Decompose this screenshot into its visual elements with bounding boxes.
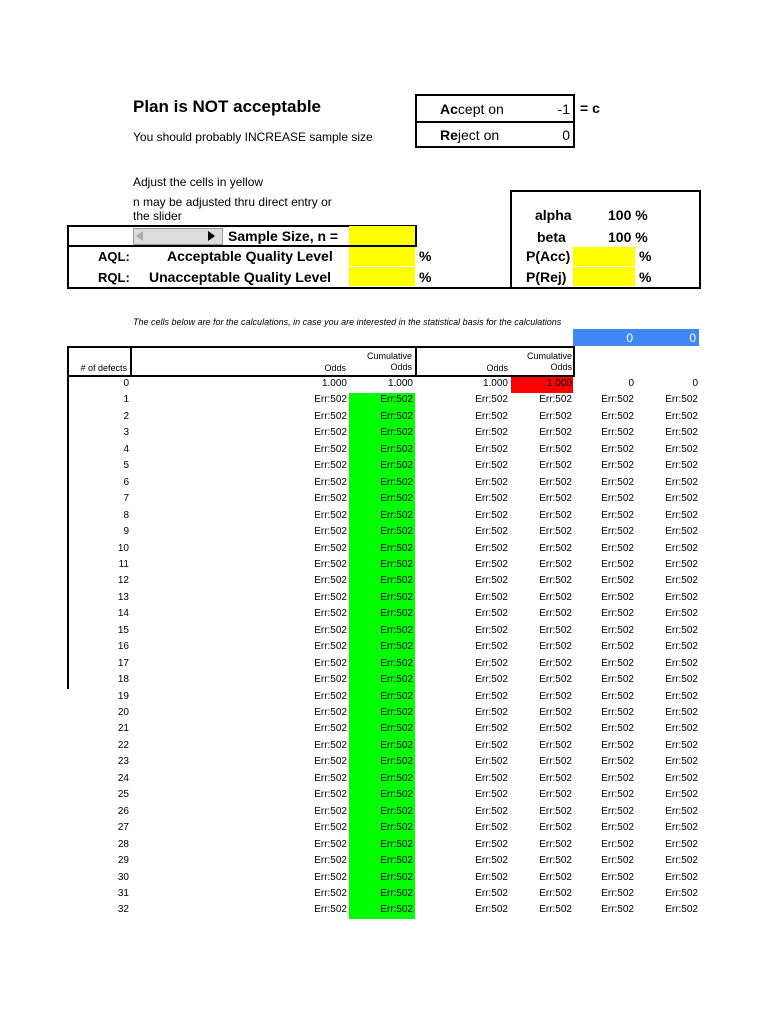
odds-cell: Err:502 [380, 410, 413, 422]
odds-cell: Err:502 [539, 526, 572, 538]
defect-count-cell: 3 [123, 427, 129, 439]
defect-count-cell: 2 [123, 410, 129, 422]
defect-count-cell: 14 [117, 608, 129, 620]
odds-cell: Err:502 [314, 641, 347, 653]
pacc-label: P(Acc) [526, 248, 571, 264]
odds-cell: Err:502 [380, 394, 413, 406]
odds-cell: Err:502 [601, 443, 634, 455]
defect-count-cell: 25 [117, 789, 129, 801]
defect-count-cell: 27 [117, 822, 129, 834]
odds-cell: Err:502 [475, 591, 508, 603]
defect-count-cell: 11 [118, 558, 129, 570]
odds-cell: Err:502 [475, 838, 508, 850]
odds-cell: Err:502 [314, 460, 347, 472]
odds-cell: 1.000 [321, 378, 347, 389]
blue-header-value-1: 0 [626, 331, 633, 345]
pacc-input[interactable] [573, 247, 635, 266]
odds-cell: Err:502 [539, 509, 572, 521]
odds-cell: Err:502 [665, 904, 698, 916]
odds-cell: Err:502 [601, 509, 634, 521]
instruction-line-1: Adjust the cells in yellow [133, 175, 264, 189]
odds-cell: Err:502 [475, 460, 508, 472]
defect-count-cell: 32 [117, 904, 129, 916]
odds-cell: Err:502 [475, 509, 508, 521]
aql-label: Acceptable Quality Level [167, 248, 333, 264]
odds-cell: Err:502 [314, 394, 347, 406]
odds-cell: Err:502 [539, 624, 572, 636]
odds-cell: Err:502 [665, 476, 698, 488]
odds-cell: Err:502 [475, 674, 508, 686]
odds-cell: Err:502 [539, 657, 572, 669]
defect-count-cell: 13 [117, 591, 129, 603]
odds-cell: Err:502 [380, 542, 413, 554]
odds-cell: Err:502 [314, 476, 347, 488]
odds-cell: Err:502 [539, 855, 572, 867]
instruction-line-3: the slider [133, 209, 182, 223]
odds-cell: Err:502 [475, 410, 508, 422]
odds-cell: Err:502 [665, 772, 698, 784]
defect-count-cell: 24 [117, 772, 129, 784]
odds-cell: Err:502 [475, 822, 508, 834]
odds-cell: Err:502 [665, 526, 698, 538]
odds-cell: 1.000 [482, 378, 508, 389]
defect-count-cell: 7 [123, 493, 129, 505]
defect-count-cell: 23 [117, 756, 129, 768]
beta-label: beta [537, 229, 566, 245]
odds-cell: Err:502 [665, 394, 698, 406]
odds-cell: Err:502 [380, 707, 413, 718]
odds-cell: Err:502 [380, 575, 413, 587]
odds-cell: Err:502 [665, 822, 698, 834]
odds-cell: Err:502 [601, 855, 634, 867]
odds-cell: Err:502 [314, 542, 347, 554]
odds-cell: Err:502 [475, 394, 508, 406]
odds-cell: Err:502 [665, 789, 698, 801]
odds-cell: Err:502 [539, 789, 572, 801]
header-odds-2: Odds [486, 363, 508, 373]
rql-input[interactable] [349, 267, 415, 286]
header-cumulative-odds-1: Cumulative Odds [366, 351, 412, 372]
odds-cell: Err:502 [665, 707, 698, 718]
defect-count-cell: 21 [117, 723, 129, 735]
odds-cell: Err:502 [601, 772, 634, 784]
defect-count-cell: 28 [117, 838, 129, 850]
odds-cell: Err:502 [601, 904, 634, 916]
odds-cell: Err:502 [475, 558, 508, 570]
odds-cell: Err:502 [314, 756, 347, 768]
odds-cell: Err:502 [601, 838, 634, 850]
odds-cell: Err:502 [380, 657, 413, 669]
odds-cell: Err:502 [539, 871, 572, 883]
odds-cell: Err:502 [380, 756, 413, 768]
odds-cell: Err:502 [380, 526, 413, 538]
accept-on-label: Accept on [440, 101, 504, 117]
odds-cell: Err:502 [665, 871, 698, 883]
odds-cell: Err:502 [314, 789, 347, 801]
odds-cell: Err:502 [601, 460, 634, 472]
reject-on-value: 0 [562, 127, 570, 143]
accept-on-value: -1 [557, 101, 570, 117]
odds-cell: Err:502 [314, 410, 347, 422]
odds-cell: Err:502 [380, 822, 413, 834]
odds-cell: Err:502 [601, 674, 634, 686]
odds-cell: Err:502 [380, 739, 413, 751]
odds-cell: Err:502 [475, 427, 508, 439]
odds-cell: Err:502 [475, 739, 508, 751]
odds-cell: Err:502 [475, 789, 508, 801]
odds-cell: Err:502 [475, 690, 508, 702]
defect-count-cell: 8 [123, 509, 129, 521]
sample-size-slider[interactable] [133, 228, 223, 245]
odds-cell: Err:502 [380, 493, 413, 505]
odds-cell: Err:502 [380, 674, 413, 686]
blue-header-value-2: 0 [689, 331, 696, 345]
odds-cell: Err:502 [665, 805, 698, 817]
defect-count-cell: 19 [117, 690, 129, 702]
header-cumulative-odds-2: Cumulative Odds [526, 351, 572, 372]
odds-cell: Err:502 [475, 887, 508, 899]
odds-cell: Err:502 [539, 427, 572, 439]
odds-cell: Err:502 [601, 690, 634, 702]
odds-cell: 1.000 [546, 378, 572, 389]
odds-cell: Err:502 [539, 674, 572, 686]
defect-count-cell: 9 [123, 526, 129, 538]
odds-cell: Err:502 [601, 822, 634, 834]
odds-cell: Err:502 [475, 723, 508, 735]
odds-cell: Err:502 [475, 641, 508, 653]
odds-cell: Err:502 [665, 558, 698, 570]
instruction-line-2: n may be adjusted thru direct entry or [133, 195, 332, 209]
odds-cell: Err:502 [665, 739, 698, 751]
odds-cell: Err:502 [601, 476, 634, 488]
odds-cell: Err:502 [380, 855, 413, 867]
odds-cell: Err:502 [539, 772, 572, 784]
aql-input[interactable] [349, 247, 415, 266]
odds-cell: Err:502 [475, 805, 508, 817]
odds-cell: Err:502 [665, 509, 698, 521]
odds-cell: Err:502 [314, 427, 347, 439]
odds-cell: Err:502 [475, 575, 508, 587]
odds-cell: Err:502 [380, 904, 413, 916]
odds-cell: Err:502 [380, 624, 413, 636]
odds-cell: Err:502 [314, 509, 347, 521]
odds-cell: Err:502 [314, 887, 347, 899]
defect-count-cell: 0 [123, 378, 129, 389]
alpha-label: alpha [535, 207, 572, 223]
odds-cell: Err:502 [539, 575, 572, 587]
odds-cell: Err:502 [601, 707, 634, 718]
defect-count-cell: 18 [117, 674, 129, 686]
odds-cell: Err:502 [380, 871, 413, 883]
odds-cell: Err:502 [314, 608, 347, 620]
odds-cell: Err:502 [539, 476, 572, 488]
odds-cell: Err:502 [539, 756, 572, 768]
reject-on-label: Reject on [440, 127, 500, 143]
odds-cell: Err:502 [665, 493, 698, 505]
odds-cell: Err:502 [601, 871, 634, 883]
odds-cell: 0 [628, 378, 634, 389]
odds-cell: Err:502 [665, 542, 698, 554]
odds-cell: Err:502 [314, 707, 347, 718]
odds-cell: Err:502 [539, 443, 572, 455]
odds-cell: Err:502 [601, 789, 634, 801]
defect-count-cell: 4 [123, 443, 129, 455]
odds-cell: Err:502 [314, 871, 347, 883]
odds-cell: Err:502 [380, 591, 413, 603]
prej-label: P(Rej) [526, 269, 567, 285]
odds-cell: Err:502 [475, 657, 508, 669]
odds-cell: Err:502 [539, 690, 572, 702]
odds-cell: Err:502 [380, 690, 413, 702]
aql-abbr: AQL: [98, 249, 130, 264]
odds-cell: Err:502 [539, 608, 572, 620]
odds-cell: Err:502 [601, 657, 634, 669]
odds-cell: Err:502 [665, 443, 698, 455]
odds-cell: Err:502 [601, 526, 634, 538]
odds-cell: Err:502 [665, 690, 698, 702]
odds-cell: Err:502 [539, 739, 572, 751]
odds-cell: Err:502 [539, 723, 572, 735]
header-defects: # of defects [80, 363, 127, 373]
odds-cell: Err:502 [475, 476, 508, 488]
defect-count-cell: 17 [117, 657, 129, 669]
odds-cell: Err:502 [539, 641, 572, 653]
odds-cell: Err:502 [380, 443, 413, 455]
odds-cell: Err:502 [601, 575, 634, 587]
odds-cell: Err:502 [539, 904, 572, 916]
odds-cell: Err:502 [665, 460, 698, 472]
defect-count-cell: 26 [117, 805, 129, 817]
defect-count-cell: 22 [117, 739, 129, 751]
defect-count-cell: 31 [117, 887, 129, 899]
odds-cell: Err:502 [314, 624, 347, 636]
odds-cell: Err:502 [539, 838, 572, 850]
defect-count-cell: 6 [123, 476, 129, 488]
plan-status-title: Plan is NOT acceptable [133, 97, 322, 116]
odds-cell: Err:502 [314, 690, 347, 702]
odds-cell: Err:502 [380, 476, 413, 488]
odds-cell: Err:502 [314, 772, 347, 784]
odds-cell: Err:502 [665, 641, 698, 653]
sample-size-label: Sample Size, n = [228, 228, 339, 244]
odds-cell: Err:502 [314, 657, 347, 669]
odds-cell: Err:502 [665, 624, 698, 636]
odds-cell: Err:502 [314, 739, 347, 751]
odds-cell: Err:502 [380, 838, 413, 850]
odds-cell: Err:502 [665, 855, 698, 867]
pacc-percent: % [639, 248, 652, 264]
odds-cell: Err:502 [601, 427, 634, 439]
odds-cell: Err:502 [665, 723, 698, 735]
odds-cell: Err:502 [314, 723, 347, 735]
sample-size-input[interactable] [349, 226, 415, 245]
odds-cell: Err:502 [380, 805, 413, 817]
defect-count-cell: 30 [117, 871, 129, 883]
odds-cell: Err:502 [601, 394, 634, 406]
odds-cell: Err:502 [475, 624, 508, 636]
odds-cell: Err:502 [601, 887, 634, 899]
equals-c-label: = c [580, 100, 600, 116]
odds-cell: Err:502 [665, 591, 698, 603]
odds-cell: Err:502 [665, 657, 698, 669]
odds-cell: Err:502 [665, 887, 698, 899]
defect-count-cell: 16 [117, 641, 129, 653]
odds-cell: Err:502 [601, 493, 634, 505]
odds-cell: Err:502 [475, 756, 508, 768]
odds-cell: Err:502 [601, 410, 634, 422]
defect-count-cell: 29 [117, 855, 129, 867]
odds-cell: Err:502 [665, 838, 698, 850]
odds-cell: Err:502 [314, 575, 347, 587]
odds-cell: Err:502 [380, 789, 413, 801]
rql-abbr: RQL: [98, 270, 130, 285]
odds-cell: Err:502 [601, 608, 634, 620]
odds-cell: Err:502 [601, 739, 634, 751]
odds-cell: Err:502 [601, 624, 634, 636]
odds-cell: Err:502 [314, 805, 347, 817]
odds-cell: Err:502 [475, 608, 508, 620]
defect-count-cell: 10 [117, 542, 129, 554]
alpha-value: 100 % [608, 207, 648, 223]
odds-cell: Err:502 [539, 887, 572, 899]
odds-cell: Err:502 [314, 838, 347, 850]
odds-cell: Err:502 [665, 427, 698, 439]
odds-cell: Err:502 [539, 591, 572, 603]
rql-percent: % [419, 269, 432, 285]
odds-cell: Err:502 [601, 641, 634, 653]
plan-advice-text: You should probably INCREASE sample size [133, 130, 373, 144]
defect-count-cell: 12 [117, 575, 129, 587]
odds-cell: Err:502 [314, 591, 347, 603]
odds-cell: Err:502 [665, 575, 698, 587]
odds-cell: Err:502 [475, 542, 508, 554]
odds-cell: Err:502 [314, 493, 347, 505]
odds-cell: Err:502 [475, 772, 508, 784]
odds-cell: Err:502 [539, 542, 572, 554]
odds-cell: Err:502 [475, 855, 508, 867]
odds-cell: Err:502 [475, 904, 508, 916]
odds-cell: Err:502 [601, 542, 634, 554]
odds-cell: Err:502 [539, 394, 572, 406]
odds-cell: Err:502 [314, 526, 347, 538]
odds-cell: Err:502 [601, 756, 634, 768]
odds-cell: Err:502 [665, 410, 698, 422]
defect-count-cell: 20 [117, 707, 129, 718]
slider-left-arrow-icon[interactable] [136, 231, 143, 241]
odds-cell: Err:502 [380, 427, 413, 439]
odds-cell: Err:502 [539, 707, 572, 718]
odds-cell: Err:502 [314, 855, 347, 867]
odds-cell: Err:502 [380, 887, 413, 899]
defect-count-cell: 1 [123, 394, 129, 406]
odds-cell: Err:502 [539, 558, 572, 570]
slider-right-arrow-icon[interactable] [208, 231, 215, 241]
odds-cell: Err:502 [475, 526, 508, 538]
odds-cell: Err:502 [665, 674, 698, 686]
odds-cell: Err:502 [380, 558, 413, 570]
odds-cell: Err:502 [314, 443, 347, 455]
odds-cell: Err:502 [475, 871, 508, 883]
odds-cell: Err:502 [539, 410, 572, 422]
odds-cell: Err:502 [380, 772, 413, 784]
odds-cell: Err:502 [314, 558, 347, 570]
rql-label: Unacceptable Quality Level [149, 269, 332, 285]
odds-cell: Err:502 [539, 460, 572, 472]
odds-cell: Err:502 [475, 707, 508, 718]
odds-cell: Err:502 [380, 723, 413, 735]
odds-cell: Err:502 [601, 723, 634, 735]
defect-count-cell: 15 [117, 624, 129, 636]
odds-cell: Err:502 [601, 591, 634, 603]
beta-value: 100 % [608, 229, 648, 245]
prej-input[interactable] [573, 267, 635, 286]
odds-cell: Err:502 [539, 493, 572, 505]
calculation-note: The cells below are for the calculations, in case you are interested in the statistical basis for the calculations [133, 317, 562, 327]
odds-cell: Err:502 [314, 822, 347, 834]
odds-cell: Err:502 [475, 493, 508, 505]
odds-cell: Err:502 [380, 608, 413, 620]
odds-cell: Err:502 [380, 641, 413, 653]
odds-cell: Err:502 [539, 822, 572, 834]
odds-cell: Err:502 [314, 674, 347, 686]
aql-percent: % [419, 248, 432, 264]
odds-cell: 0 [692, 378, 698, 389]
odds-cell: Err:502 [314, 904, 347, 916]
header-odds-1: Odds [324, 363, 346, 373]
odds-cell: Err:502 [665, 608, 698, 620]
odds-cell: 1.000 [387, 378, 413, 389]
odds-cell: Err:502 [539, 805, 572, 817]
odds-cell: Err:502 [665, 756, 698, 768]
defect-count-cell: 5 [123, 460, 129, 472]
prej-percent: % [639, 269, 652, 285]
odds-cell: Err:502 [601, 805, 634, 817]
odds-cell: Err:502 [601, 558, 634, 570]
odds-cell: Err:502 [475, 443, 508, 455]
odds-cell: Err:502 [380, 460, 413, 472]
odds-cell: Err:502 [380, 509, 413, 521]
